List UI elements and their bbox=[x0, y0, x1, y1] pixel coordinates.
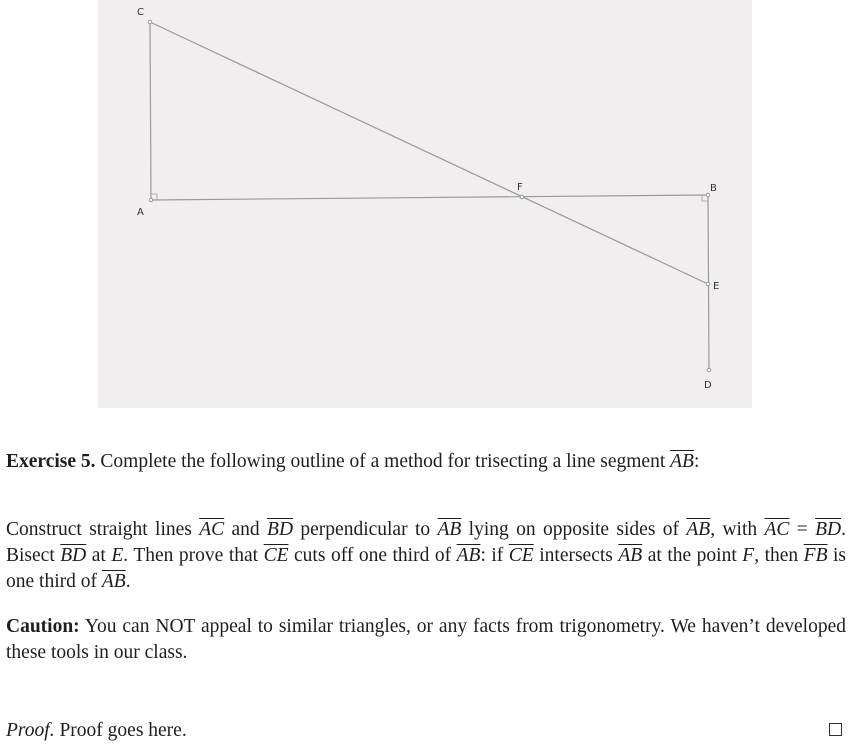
text-run: . bbox=[125, 571, 131, 592]
point-D bbox=[707, 368, 711, 372]
point-math: F bbox=[742, 545, 755, 566]
segment-math: $\overline{BD}$ bbox=[60, 545, 87, 566]
point-A bbox=[149, 198, 153, 202]
figure-canvas bbox=[98, 0, 752, 408]
proof-paragraph bbox=[6, 718, 846, 744]
text-run: intersects bbox=[539, 545, 613, 566]
geometry-figure bbox=[98, 0, 752, 408]
segment-math: $\overline{AB}$ bbox=[456, 545, 481, 566]
text-run: . Then prove that bbox=[123, 545, 259, 566]
text-run: . Bisect bbox=[6, 519, 846, 566]
qed-box bbox=[829, 723, 842, 736]
segment-math: $\overline{BD}$ bbox=[267, 519, 294, 540]
segment-math: $\overline{AB}$ bbox=[686, 519, 711, 540]
text-run: , with bbox=[710, 519, 758, 540]
segment-CE bbox=[150, 22, 708, 284]
segment-math: $\overline{AB}$ bbox=[437, 519, 462, 540]
text-run: Construct straight lines bbox=[6, 519, 192, 540]
text-run: = bbox=[796, 519, 808, 540]
segment-math: $\overline{AC}$ bbox=[764, 519, 790, 540]
segment-math: $\overline{BD}$ bbox=[815, 519, 842, 540]
segment-math: $\overline{FB}$ bbox=[803, 545, 828, 566]
construction-paragraph bbox=[6, 517, 846, 595]
point-C bbox=[148, 20, 152, 24]
text-run: at bbox=[91, 545, 106, 566]
label-F: F bbox=[517, 182, 523, 193]
label-B: B bbox=[710, 183, 717, 194]
segment-math: $\overline{AB}$ bbox=[670, 451, 694, 472]
segment-math: $\overline{CE}$ bbox=[263, 545, 289, 566]
caution-text: You can NOT appeal to similar triangles, or any facts from trigonometry. We haven’t developed these tools in our class. bbox=[6, 616, 847, 663]
segment-AB bbox=[151, 195, 708, 200]
label-D: D bbox=[704, 380, 712, 391]
segment-math: $\overline{AB}$ bbox=[101, 571, 126, 592]
caution-label: Caution: bbox=[6, 616, 80, 637]
exercise-colon: : bbox=[693, 451, 700, 472]
exercise-intro: Complete the following outline of a method for trisecting a line segment bbox=[100, 451, 666, 472]
text-run: is one third of bbox=[6, 545, 847, 592]
text-run: , then bbox=[754, 545, 799, 566]
text-run: and bbox=[231, 519, 260, 540]
segment-math: $\overline{AC}$ bbox=[199, 519, 225, 540]
exercise-label: Exercise 5. bbox=[6, 451, 96, 472]
text-run: : if bbox=[480, 545, 504, 566]
label-E: E bbox=[713, 281, 720, 292]
point-F bbox=[520, 195, 524, 199]
segment-math: $\overline{CE}$ bbox=[508, 545, 534, 566]
text-run: cuts off one third of bbox=[294, 545, 452, 566]
label-A: A bbox=[137, 207, 144, 218]
text-run: at the point bbox=[647, 545, 737, 566]
segment-AC bbox=[150, 22, 151, 200]
caution-paragraph bbox=[6, 614, 846, 666]
label-C: C bbox=[137, 7, 144, 18]
text-run: perpendicular to bbox=[300, 519, 431, 540]
proof-label: Proof. bbox=[6, 720, 55, 741]
proof-text: Proof goes here. bbox=[59, 720, 187, 741]
point-E bbox=[706, 282, 710, 286]
exercise-statement bbox=[6, 449, 846, 475]
text-run: lying on opposite sides of bbox=[468, 519, 680, 540]
segment-math: $\overline{AB}$ bbox=[618, 545, 643, 566]
point-math: E bbox=[111, 545, 124, 566]
